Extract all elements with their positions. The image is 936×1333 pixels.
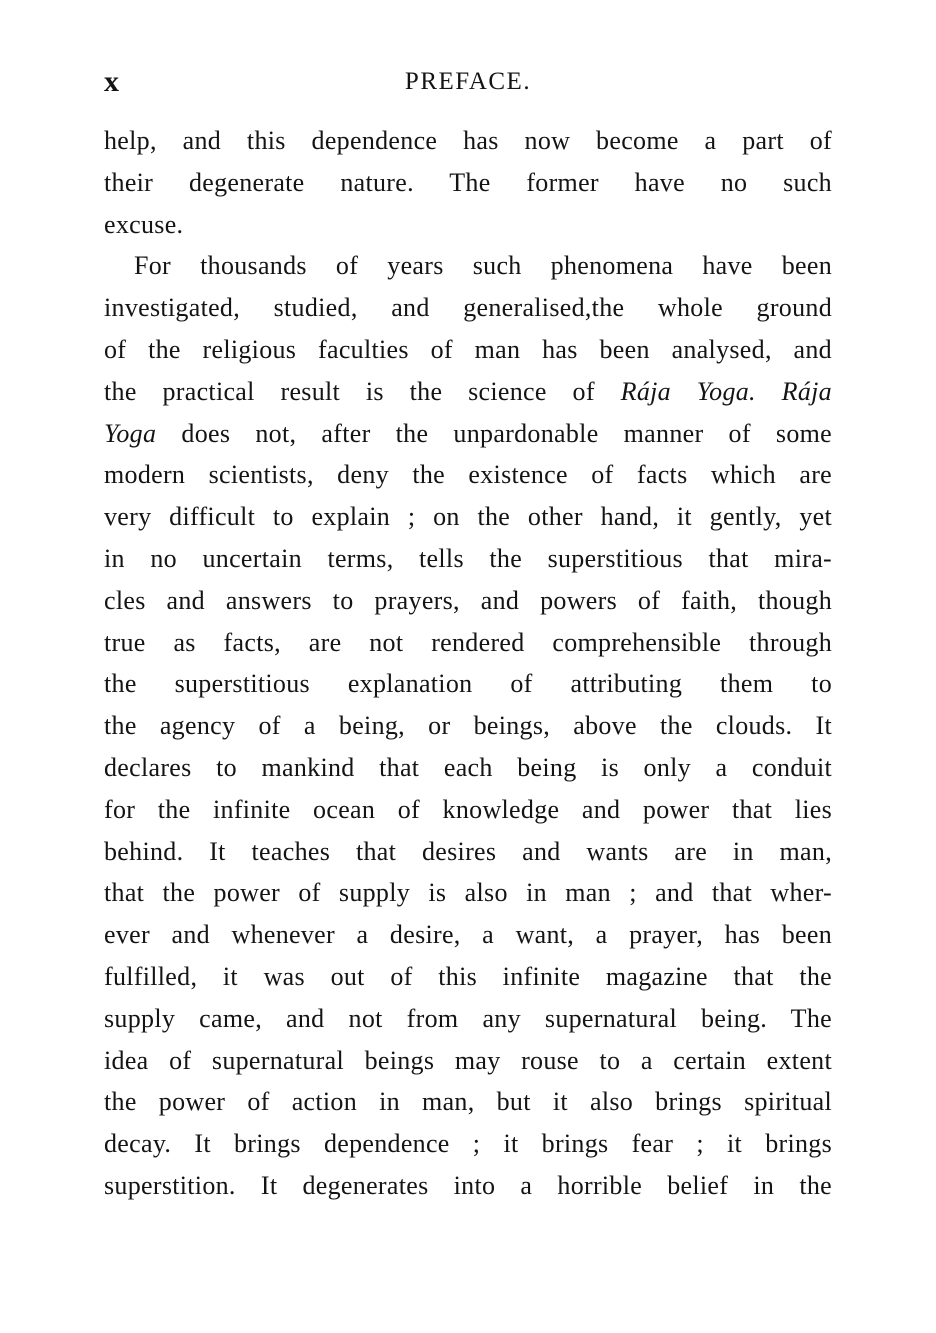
text-line: their degenerate nature. The former have no such <box>104 167 832 197</box>
text-line: fulfilled, it was out of this infinite magazine that the <box>104 961 832 991</box>
text-line <box>104 413 832 455</box>
paragraph <box>104 245 832 1206</box>
text-line: decay. It brings dependence ; it brings fear ; it brings <box>104 1129 832 1159</box>
body-text <box>104 120 832 1207</box>
text-line: ever and whenever a desire, a want, a prayer, has been <box>104 920 832 950</box>
text-line: for the infinite ocean of knowledge and power that lies <box>104 794 832 824</box>
text-line: in no uncertain terms, tells the superstitious that mira- <box>104 543 832 573</box>
text-line: investigated, studied, and generalised,the whole ground <box>104 293 832 323</box>
text-line: excuse. <box>104 209 184 239</box>
text-line: that the power of supply is also in man ; and that wher- <box>104 878 832 908</box>
text-line: true as facts, are not rendered comprehensible through <box>104 627 832 657</box>
text-line: the agency of a being, or beings, above the clouds. It <box>104 711 832 741</box>
text-line: very difficult to explain ; on the other hand, it gently, yet <box>104 502 832 532</box>
page-header <box>104 62 832 102</box>
italic-term: Rája <box>781 376 832 406</box>
italic-term: Rája Yoga. <box>620 376 756 406</box>
text-line: the superstitious explanation of attributing them to <box>104 669 832 699</box>
running-head: PREFACE. <box>404 68 532 95</box>
text-line: supply came, and not from any supernatural being. The <box>104 1003 832 1033</box>
text-line: For thousands of years such phenomena have been <box>134 251 832 281</box>
text-line: of the religious faculties of man has been analysed, and <box>104 334 832 364</box>
page-number: x <box>104 65 119 98</box>
text-line: the power of action in man, but it also brings spiritual <box>104 1087 832 1117</box>
text-line: superstition. It degenerates into a horrible belief in the <box>104 1170 832 1200</box>
text-line <box>104 371 832 413</box>
text-line: cles and answers to prayers, and powers of faith, though <box>104 585 832 615</box>
text-segment: the practical result is the science of <box>104 376 595 406</box>
text-line: help, and this dependence has now become a part of <box>104 126 832 155</box>
text-line: idea of supernatural beings may rouse to a certain extent <box>104 1045 832 1075</box>
text-line: modern scientists, deny the existence of facts which are <box>104 460 832 490</box>
text-line: behind. It teaches that desires and wants are in man, <box>104 836 832 866</box>
text-segment: does not, after the unpardonable manner of some <box>181 418 832 448</box>
paragraph <box>104 120 832 245</box>
text-line: declares to mankind that each being is only a conduit <box>104 752 832 782</box>
italic-term: Yoga <box>104 418 157 448</box>
